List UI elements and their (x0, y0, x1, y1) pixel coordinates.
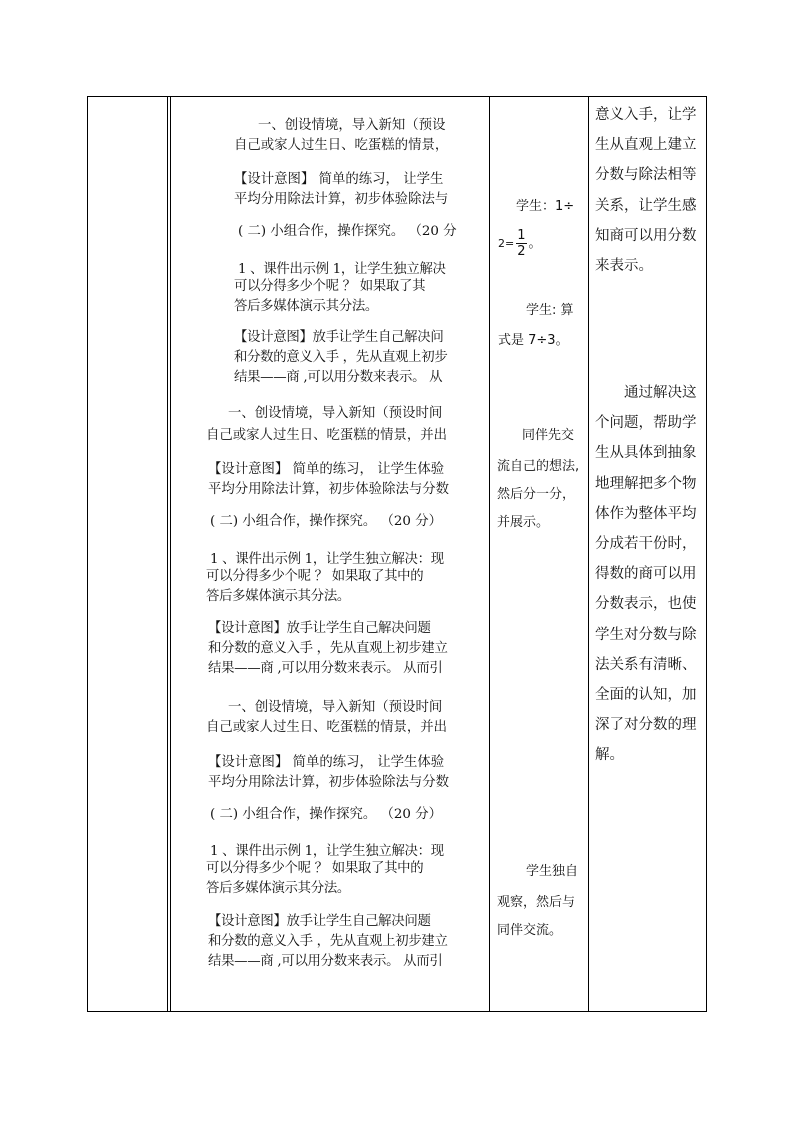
column-divider-4 (588, 96, 589, 1012)
table-right-border (706, 96, 707, 1012)
student-answer-fraction: 2= $\frac{1}{2}$ 。 (498, 228, 542, 259)
column-divider-1 (167, 96, 168, 1012)
group-work-heading: ( 二) 小组合作，操作探究。 （20 分） (210, 514, 442, 529)
student-observation-activity: 学生独自 (526, 864, 579, 879)
section-intro-paragraph: 一、创设情境，导入新知（预设时间 (228, 406, 443, 421)
design-intent-paragraph: 【设计意图】 简单的练习， 让学生体验 平均分用除法计算，初步体验除法与分数 (208, 755, 450, 790)
design-intent-paragraph-2: 【设计意图】放手让学生自己解决问题 和分数的意义入手 ，先从直观上初步建立 结果——商 ,可以用分数来表示。 从而引 (208, 621, 448, 676)
example-paragraph-cont: 可以分得多少个呢 ？ 如果取了其 答后多媒体演示其分法。 (234, 279, 426, 314)
fraction-one-half: $\frac{1}{2}$ (517, 228, 526, 259)
section-intro-paragraph-cont: 自己或家人过生日、吃蛋糕的情景，并出 (206, 428, 448, 443)
section-intro-paragraph-cont: 自己或家人过生日、吃蛋糕的情景，并出 (206, 720, 448, 735)
student-exchange-activity-cont: 流自己的想法, 然后分一分， 并展示。 (497, 459, 580, 530)
teaching-process-column (172, 98, 488, 1011)
student-exchange-activity: 同伴先交 (522, 428, 575, 443)
table-top-border (87, 96, 707, 97)
example-paragraph-cont: 可以分得多少个呢 ？ 如果取了其中的 答后多媒体演示其分法。 (206, 569, 424, 604)
table-left-border (87, 96, 88, 1012)
student-answer-expression: 学生: 算 (526, 303, 574, 318)
table-bottom-border (87, 1011, 707, 1012)
example-paragraph-cont: 可以分得多少个呢 ？ 如果取了其中的 答后多媒体演示其分法。 (206, 861, 424, 896)
column-divider-2 (170, 96, 171, 1012)
example-paragraph: 1 、课件出示例 1，让学生独立解决 (238, 262, 446, 277)
section-intro-paragraph: 一、创设情境，导入新知（预设时间 (228, 700, 443, 715)
student-answer-expression-cont: 式是 7÷3。 (498, 333, 569, 348)
design-intent-text-top: 意义入手，让学 生从直观上建立 分数与除法相等 关系，让学生感 知商可以用分数 来表示。 (595, 107, 697, 274)
column-divider-3 (489, 96, 490, 1012)
example-paragraph: 1 、课件出示例 1，让学生独立解决：现 (210, 844, 444, 859)
student-answer-division: 学生：1÷ (516, 199, 575, 214)
group-work-heading: ( 二) 小组合作，操作探究。 （20 分 (238, 224, 457, 239)
design-intent-paragraph-2: 【设计意图】放手让学生自己解决问题 和分数的意义入手 ，先从直观上初步建立 结果——商 ,可以用分数来表示。 从而引 (208, 914, 448, 969)
section-intro-paragraph: 一、创设情境，导入新知（预设 (258, 118, 446, 133)
section-intro-paragraph-cont: 自己或家人过生日、吃蛋糕的情景， (234, 138, 449, 153)
design-intent-text-bottom: 通过解决这 个问题，帮助学 生从具体到抽象 地理解把多个物 体作为整体平均 分成若干份时， 得数的商可以用 分数表示，也使 学生对分数与除 法关系有清晰、 全面的认知，加 深了对分数的理 解。 (595, 385, 697, 764)
example-paragraph: 1 、课件出示例 1，让学生独立解决：现 (210, 552, 444, 567)
design-intent-paragraph-2: 【设计意图】放手让学生自己解决问 和分数的意义入手 ，先从直观上初步 结果——商 ,可以用分数来表示。 从 (234, 330, 448, 385)
student-observation-activity-cont: 观察，然后与 同伴交流。 (497, 895, 576, 938)
design-intent-paragraph: 【设计意图】 简单的练习， 让学生 平均分用除法计算，初步体验除法与 (234, 172, 449, 207)
group-work-heading: ( 二) 小组合作，操作探究。 （20 分） (210, 807, 442, 822)
design-intent-paragraph: 【设计意图】 简单的练习， 让学生体验 平均分用除法计算，初步体验除法与分数 (208, 462, 450, 497)
